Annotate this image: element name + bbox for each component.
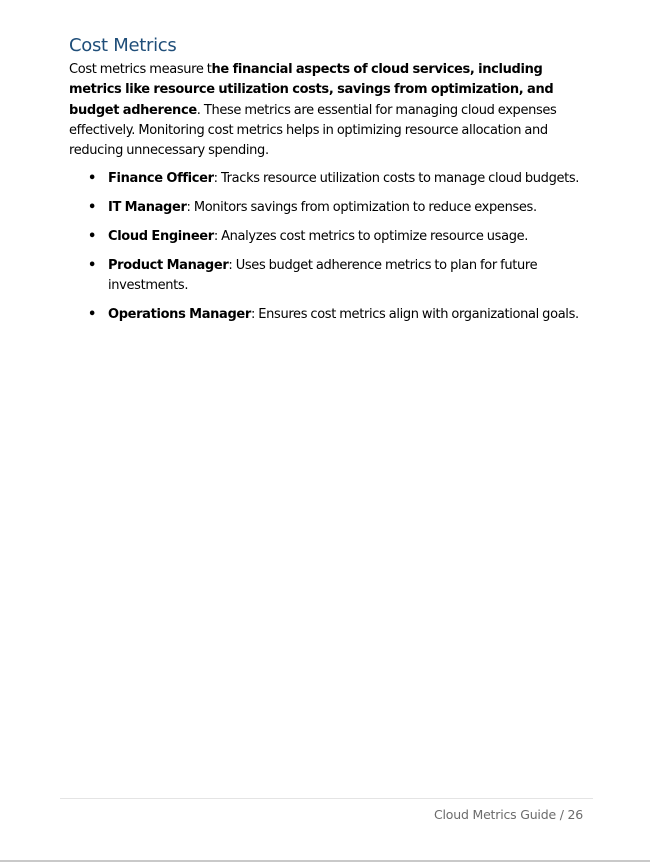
role-description: : Uses budget adherence metrics to plan for future investments.	[108, 257, 538, 294]
list-item	[69, 227, 589, 248]
intro-suffix: . These metrics are essential for managing cloud expenses effectively. Monitoring cost metrics helps in optimizing resource allocation and reducing unnecessary spending.	[69, 102, 557, 159]
bullet-icon: •	[88, 200, 96, 216]
roles-list	[69, 169, 589, 325]
role-name: Cloud Engineer	[108, 229, 214, 245]
role-name: Finance Officer	[108, 171, 214, 187]
bullet-icon: •	[88, 307, 96, 323]
role-description: : Tracks resource utilization costs to manage cloud budgets.	[213, 171, 580, 187]
bullet-icon: •	[88, 229, 96, 245]
list-item	[69, 198, 589, 219]
list-item	[69, 169, 589, 190]
list-item	[69, 305, 589, 326]
role-name: Operations Manager	[108, 307, 251, 323]
section-cost-metrics	[69, 34, 589, 334]
intro-paragraph	[69, 60, 589, 161]
role-description: : Monitors savings from optimization to reduce expenses.	[186, 200, 537, 216]
footer-divider	[60, 798, 593, 799]
section-heading: Cost Metrics	[69, 35, 177, 56]
role-name: IT Manager	[108, 200, 187, 216]
role-description: : Ensures cost metrics align with organizational goals.	[250, 307, 579, 323]
list-item	[69, 256, 589, 297]
page-footer: Cloud Metrics Guide / 26	[434, 807, 583, 822]
bullet-icon: •	[88, 257, 96, 273]
role-name: Product Manager	[108, 257, 229, 273]
role-description: : Analyzes cost metrics to optimize resource usage.	[213, 229, 529, 245]
intro-prefix: Cost metrics measure t	[69, 62, 212, 77]
intro-bold-text: he financial aspects of cloud services, including metrics like resource utilization costs, savings from optimization, and budget adherence	[69, 62, 554, 118]
bullet-icon: •	[88, 171, 96, 187]
